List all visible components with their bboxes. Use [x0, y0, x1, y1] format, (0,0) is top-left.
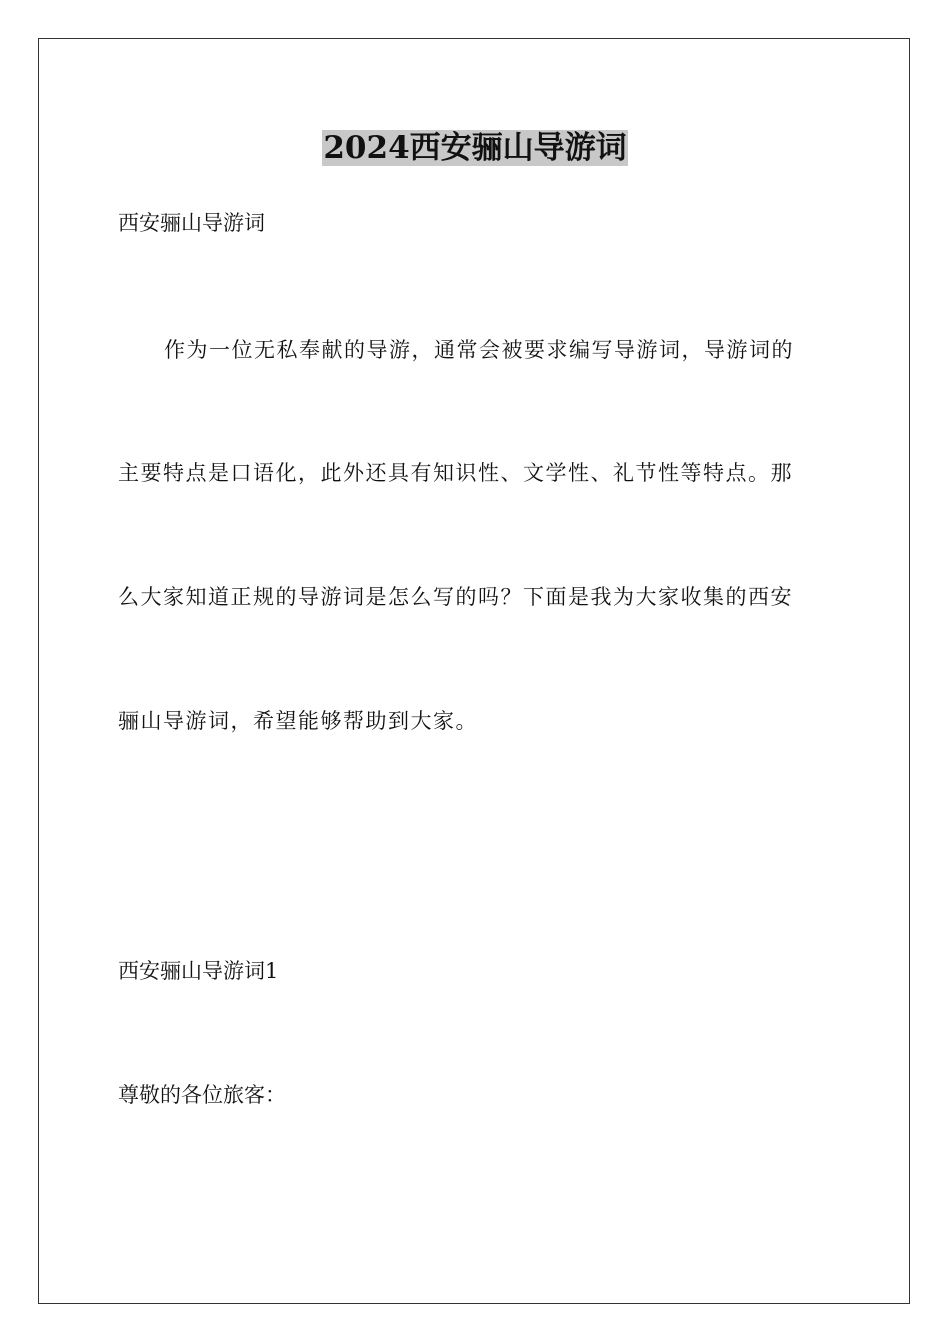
intro-line-3: 么大家知道正规的导游词是怎么写的吗？下面是我为大家收集的西安	[118, 585, 793, 609]
document-title	[0, 128, 950, 168]
greeting: 尊敬的各位旅客：	[118, 1083, 286, 1107]
document-subtitle: 西安骊山导游词	[118, 211, 265, 235]
intro-line-4: 骊山导游词，希望能够帮助到大家。	[118, 709, 478, 733]
intro-line-1: 作为一位无私奉献的导游，通常会被要求编写导游词，导游词的	[164, 338, 794, 362]
document-title-text: 2024西安骊山导游词	[323, 130, 627, 166]
section-heading: 西安骊山导游词1	[118, 959, 279, 983]
intro-line-2: 主要特点是口语化，此外还具有知识性、文学性、礼节性等特点。那	[118, 461, 793, 485]
